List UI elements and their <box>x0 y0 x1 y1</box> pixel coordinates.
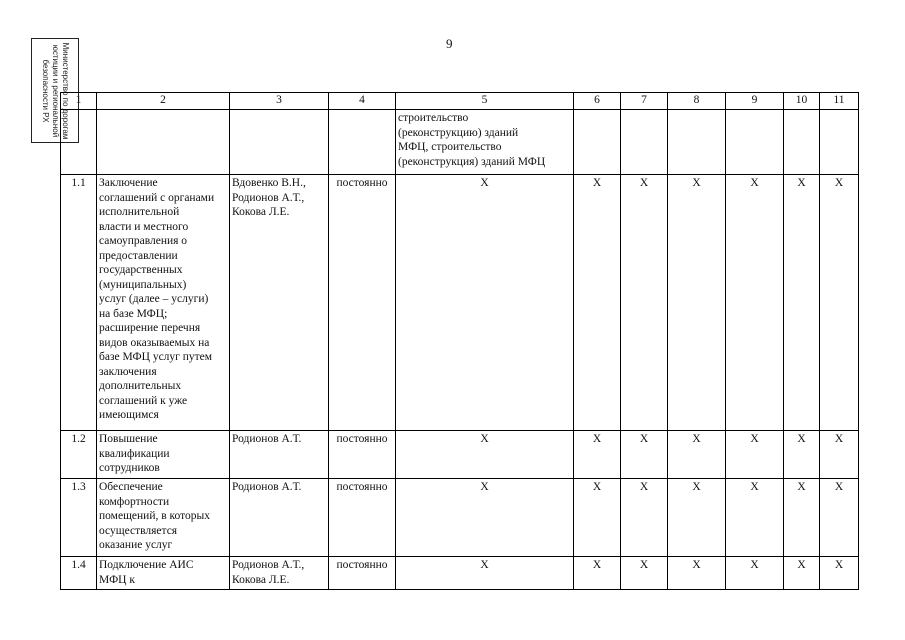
value-cell: Х <box>668 431 726 479</box>
value-cell: Х <box>726 431 784 479</box>
table-header-row <box>61 93 859 110</box>
executor-cell <box>230 110 329 175</box>
value-cell: Х <box>574 557 621 590</box>
value-cell: Х <box>621 557 668 590</box>
value-cell: Х <box>668 479 726 557</box>
value-cell: Х <box>396 431 574 479</box>
value-cell: Х <box>820 431 859 479</box>
value-cell: Х <box>784 175 820 431</box>
stamp-line: безопасности РХ <box>41 58 50 123</box>
term-cell: постоянно <box>329 557 396 590</box>
value-cell: Х <box>820 557 859 590</box>
column-header: 8 <box>668 93 726 110</box>
value-cell: Х <box>621 479 668 557</box>
task-cell <box>97 557 230 590</box>
executor-text: Родионов А.Т. <box>232 433 302 445</box>
value-cell: Х <box>784 479 820 557</box>
value-cell: Х <box>574 175 621 431</box>
activities-table <box>60 92 859 590</box>
column-header: 11 <box>820 93 859 110</box>
executor-cell <box>230 479 329 557</box>
table-row <box>61 479 859 557</box>
column-header: 4 <box>329 93 396 110</box>
column-header: 1 <box>61 93 97 110</box>
value-cell: Х <box>396 557 574 590</box>
term-cell: постоянно <box>329 431 396 479</box>
value-cell <box>574 110 621 175</box>
value-cell: Х <box>396 175 574 431</box>
column-header: 9 <box>726 93 784 110</box>
value-cell: Х <box>574 479 621 557</box>
value-cell <box>820 110 859 175</box>
value-cell: Х <box>820 175 859 431</box>
term-cell: постоянно <box>329 479 396 557</box>
value-cell: Х <box>396 479 574 557</box>
term-cell: постоянно <box>329 175 396 431</box>
row-number: 1.3 <box>61 479 97 557</box>
table-row <box>61 175 859 431</box>
result-cell <box>396 110 574 175</box>
executor-cell <box>230 175 329 431</box>
executor-cell <box>230 557 329 590</box>
executor-cell <box>230 431 329 479</box>
row-number: 1.4 <box>61 557 97 590</box>
value-cell: Х <box>621 175 668 431</box>
table-row <box>61 431 859 479</box>
table-row <box>61 110 859 175</box>
result-text: строительство (реконструкцию) зданий МФЦ, строительство (реконструкция) зданий МФЦ <box>398 112 546 168</box>
column-header: 2 <box>97 93 230 110</box>
column-header: 6 <box>574 93 621 110</box>
task-text: Подключение АИС МФЦ к <box>99 559 194 586</box>
term-cell <box>329 110 396 175</box>
value-cell <box>621 110 668 175</box>
value-cell: Х <box>820 479 859 557</box>
column-header: 5 <box>396 93 574 110</box>
stamp-line: юстиции и региональной <box>51 44 60 137</box>
task-text: Повышение квалификации сотрудников <box>99 433 170 474</box>
value-cell <box>668 110 726 175</box>
value-cell <box>726 110 784 175</box>
value-cell: Х <box>784 431 820 479</box>
task-cell <box>97 479 230 557</box>
value-cell: Х <box>668 557 726 590</box>
task-text: Заключение соглашений с органами исполнительной власти и местного самоуправления о предоставлении государственных (муниципальных) услуг (далее – услуги) на базе МФЦ; расширение перечня видов оказываемых на базе МФЦ услуг путем заключения дополнительных соглашений к уже имеющимся <box>99 177 215 421</box>
value-cell: Х <box>668 175 726 431</box>
task-cell <box>97 110 230 175</box>
value-cell: Х <box>726 175 784 431</box>
row-number <box>61 110 97 175</box>
executor-text: Родионов А.Т. <box>232 481 302 493</box>
task-cell <box>97 175 230 431</box>
column-header: 7 <box>621 93 668 110</box>
stamp-line: Министерство по дорогам <box>61 42 70 139</box>
value-cell: Х <box>574 431 621 479</box>
value-cell: Х <box>621 431 668 479</box>
page-number: 9 <box>446 36 453 51</box>
row-number: 1.1 <box>61 175 97 431</box>
executor-text: Вдовенко В.Н., Родионов А.Т., Кокова Л.Е. <box>232 177 306 218</box>
value-cell: Х <box>784 557 820 590</box>
value-cell <box>784 110 820 175</box>
value-cell: Х <box>726 557 784 590</box>
column-header: 10 <box>784 93 820 110</box>
value-cell: Х <box>726 479 784 557</box>
column-header: 3 <box>230 93 329 110</box>
executor-text: Родионов А.Т., Кокова Л.Е. <box>232 559 305 586</box>
task-text: Обеспечение комфортности помещений, в которых осуществляется оказание услуг <box>99 481 210 551</box>
table-row <box>61 557 859 590</box>
row-number: 1.2 <box>61 431 97 479</box>
task-cell <box>97 431 230 479</box>
